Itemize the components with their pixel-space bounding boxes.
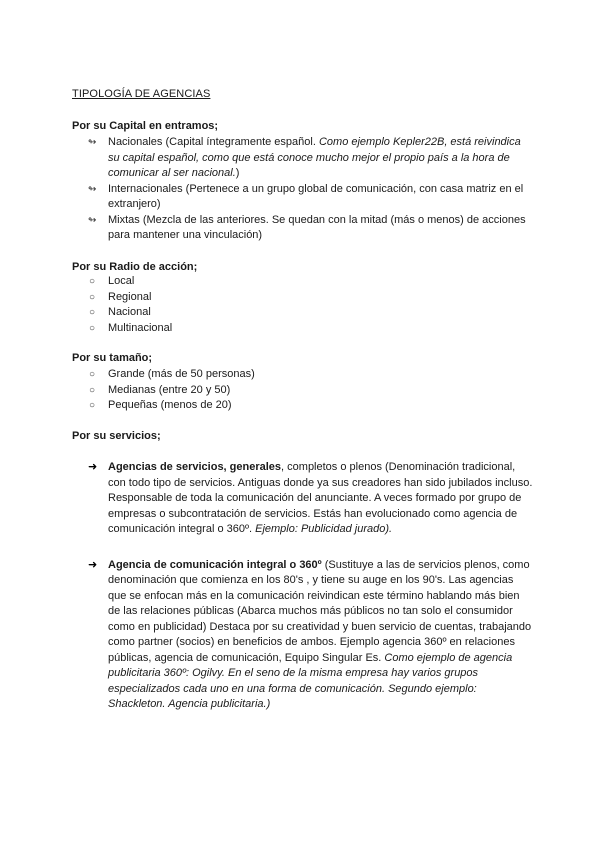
hook-arrow-icon: ↬ bbox=[88, 214, 97, 226]
list-item bbox=[88, 321, 533, 337]
section-heading-servicios: Por su servicios; bbox=[72, 430, 161, 442]
item-bold: Agencia de comunicación integral o 360º bbox=[108, 558, 322, 571]
item-text: , completos o plenos (Denominación tradicional, con todo tipo de servicios. Antiguas donde ya sus creadores han sido jubilados incluso. Responsable de toda la comunicación del anunciante. A veces formado por grupo de empresas o subcontratación de servicios. Estás han evolucionado como agencia de comunicación integral o 360º. bbox=[108, 461, 533, 535]
item-text: (Sustituye a las de servicios plenos, como denominación que comienza en los 80's , y tiene su auge en los 90's. Las agencias que se enfocan más en la comunicación reivindican este término hablando más bien de las relaciones públicas (Abarca muchos más públicos no tan solo el consumidor como en publicidad) Destaca por su creatividad y buen servicio de cuentas, trabajando como partner (socios) en beneficios de ambos. Ejemplo agencia 360º en relaciones públicas, agencia de comunicación, Equipo Singular Es. bbox=[108, 558, 532, 664]
servicios-list bbox=[88, 460, 533, 733]
circle-bullet-icon: ○ bbox=[89, 384, 96, 396]
circle-bullet-icon: ○ bbox=[89, 322, 96, 334]
hook-arrow-icon: ↬ bbox=[88, 183, 97, 195]
item-italic: Como ejemplo Kepler22B, está reivindica su capital español, como que está conoce mucho mejor el propio país a la hora de comunicar al ser nacional. bbox=[108, 136, 521, 179]
circle-bullet-icon: ○ bbox=[89, 369, 96, 380]
item-text: Internacionales (Pertenece a un grupo global de comunicación, con casa matriz en el extranjero) bbox=[108, 182, 524, 210]
item-text: Grande (más de 50 personas) bbox=[108, 368, 255, 380]
item-text: Nacionales (Capital íntegramente español. bbox=[108, 136, 319, 148]
item-tail: ) bbox=[235, 167, 240, 179]
list-item bbox=[88, 135, 533, 182]
item-text: Mixtas (Mezcla de las anteriores. Se quedan con la mitad (más o menos) de acciones para mantener una vinculación) bbox=[108, 213, 526, 241]
item-text: Nacional bbox=[108, 306, 151, 318]
list-item bbox=[88, 305, 533, 321]
item-text: Pequeñas (menos de 20) bbox=[108, 399, 232, 411]
arrow-right-icon: ➜ bbox=[88, 461, 98, 473]
page-title: TIPOLOGÍA DE AGENCIAS bbox=[72, 88, 211, 100]
radio-list bbox=[88, 274, 533, 336]
list-item bbox=[88, 182, 533, 213]
list-item bbox=[88, 558, 533, 713]
list-item bbox=[88, 398, 533, 414]
arrow-right-icon: ➜ bbox=[88, 558, 98, 571]
item-italic: Como ejemplo de agencia publicitaria 360º: Ogilvy. En el seno de la misma empresa hay varios grupos especializados cada uno en una forma de comunicación. Segundo ejemplo: Shackleton. Agencia publicitaria.) bbox=[108, 651, 513, 710]
section-heading-radio: Por su Radio de acción; bbox=[72, 261, 198, 273]
list-item bbox=[88, 274, 533, 290]
section-heading-tamano: Por su tamaño; bbox=[72, 352, 153, 364]
item-bold: Agencias de servicios, generales bbox=[108, 461, 282, 473]
circle-bullet-icon: ○ bbox=[89, 400, 96, 411]
item-text: Medianas (entre 20 y 50) bbox=[108, 383, 231, 396]
list-item bbox=[88, 290, 533, 306]
tamano-list bbox=[88, 367, 533, 414]
hook-arrow-icon: ↬ bbox=[88, 137, 97, 148]
item-text: Local bbox=[108, 275, 135, 287]
item-text: Regional bbox=[108, 290, 152, 303]
circle-bullet-icon: ○ bbox=[89, 307, 96, 318]
list-item bbox=[88, 460, 533, 538]
list-item bbox=[88, 383, 533, 399]
item-text: Multinacional bbox=[108, 321, 173, 334]
section-heading-capital: Por su Capital en entramos; bbox=[72, 120, 219, 132]
circle-bullet-icon: ○ bbox=[89, 276, 96, 287]
item-italic: Ejemplo: Publicidad jurado). bbox=[255, 523, 393, 535]
list-item bbox=[88, 367, 533, 383]
capital-list bbox=[88, 135, 533, 244]
circle-bullet-icon: ○ bbox=[89, 291, 96, 303]
list-item bbox=[88, 213, 533, 244]
